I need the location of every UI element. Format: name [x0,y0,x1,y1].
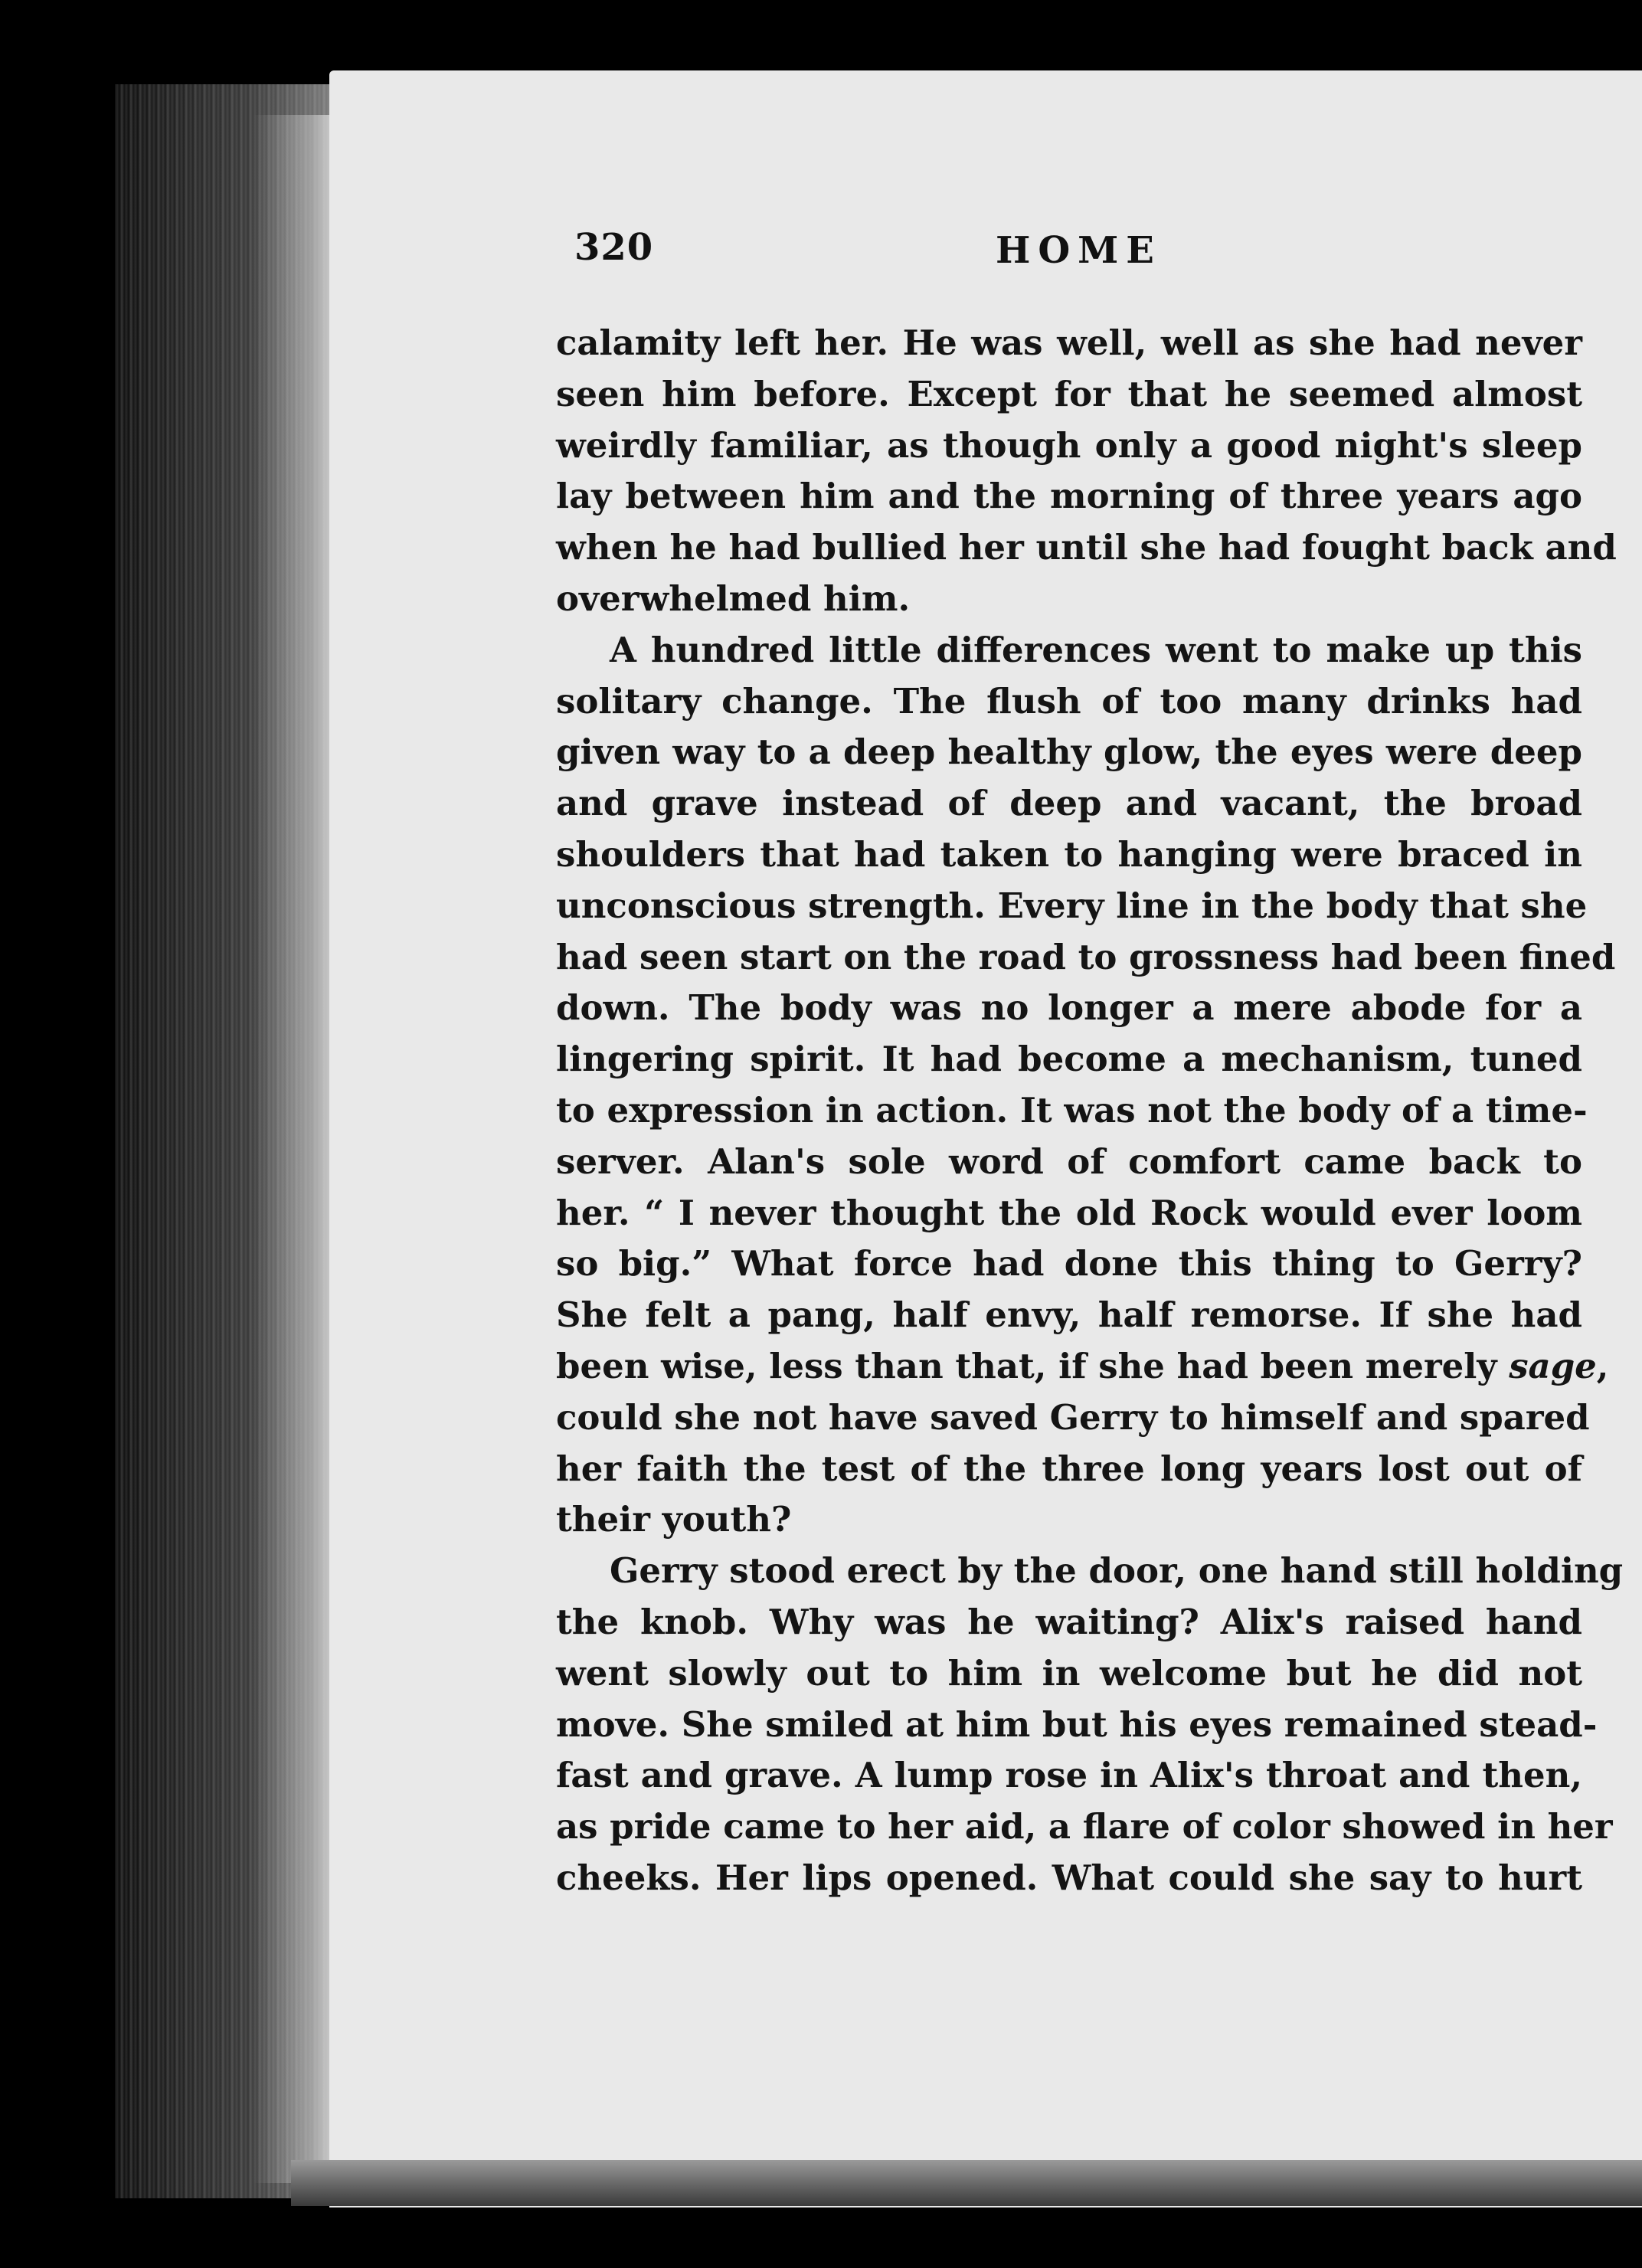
text-line: fast and grave. A lump rose in Alix's throat and then, [556,1755,1582,1796]
text-line: her faith the test of the three long years lost out of [556,1448,1582,1489]
text-line: could she not have saved Gerry to himself and spared [556,1396,1590,1438]
text-line: to expression in action. It was not the body of a time- [556,1089,1588,1131]
text-line: had seen start on the road to grossness had been fined [556,936,1616,977]
text-line: when he had bullied her until she had fought back and [556,527,1617,568]
text-line: cheeks. Her lips opened. What could she say to hurt [556,1857,1582,1898]
paragraph-3 [556,1546,1624,1904]
text-line: their youth? [556,1499,792,1540]
text-line: solitary change. The flush of too many drinks had [556,680,1582,722]
text-line: She felt a pang, half envy, half remorse. If she had [556,1294,1582,1336]
paragraph-2 [556,625,1616,1546]
page-bottom-shadow [291,2160,1642,2206]
text-line: overwhelmed him. [556,578,911,619]
text-line: as pride came to her aid, a flare of color showed in her [556,1806,1613,1847]
text-line: Gerry stood erect by the door, one hand still holding [610,1550,1624,1592]
page-number: 320 [574,226,654,269]
text-line: move. She smiled at him but his eyes remained stead- [556,1703,1598,1745]
text-line: A hundred little differences went to make up this [610,629,1582,670]
text-line: went slowly out to him in welcome but he did not [556,1652,1582,1694]
text-line: so big.” What force had done this thing to Gerry? [556,1243,1582,1285]
text-line: given way to a deep healthy glow, the eyes were deep [556,731,1582,773]
text-line: calamity left her. He was well, well as she had never [556,322,1582,363]
emphasis-word: sage [1509,1345,1597,1386]
text-line: down. The body was no longer a mere abode for a [556,987,1582,1029]
paragraph-1 [556,318,1617,625]
text-line: lingering spirit. It had become a mechanism, tuned [556,1039,1582,1080]
text-line: weirdly familiar, as though only a good night's sleep [556,424,1582,466]
text-line: and grave instead of deep and vacant, the broad [556,783,1582,824]
text-line: lay between him and the morning of three years ago [556,476,1582,517]
body-text [556,318,1624,1904]
running-head: HOME [996,229,1162,272]
text-line: unconscious strength. Every line in the body that she [556,885,1588,926]
text-line: shoulders that had taken to hanging were braced in [556,833,1582,875]
text-line: the knob. Why was he waiting? Alix's raised hand [556,1601,1582,1642]
page-header [574,226,1585,287]
book-gutter-shading [253,115,337,2183]
text-line: server. Alan's sole word of comfort came back to [556,1141,1582,1182]
text-line: seen him before. Except for that he seemed almost [556,373,1582,414]
text-line: been wise, less than that, if she had been merely sage [556,1345,1597,1386]
text-line: her. “ I never thought the old Rock would ever loom [556,1192,1582,1233]
